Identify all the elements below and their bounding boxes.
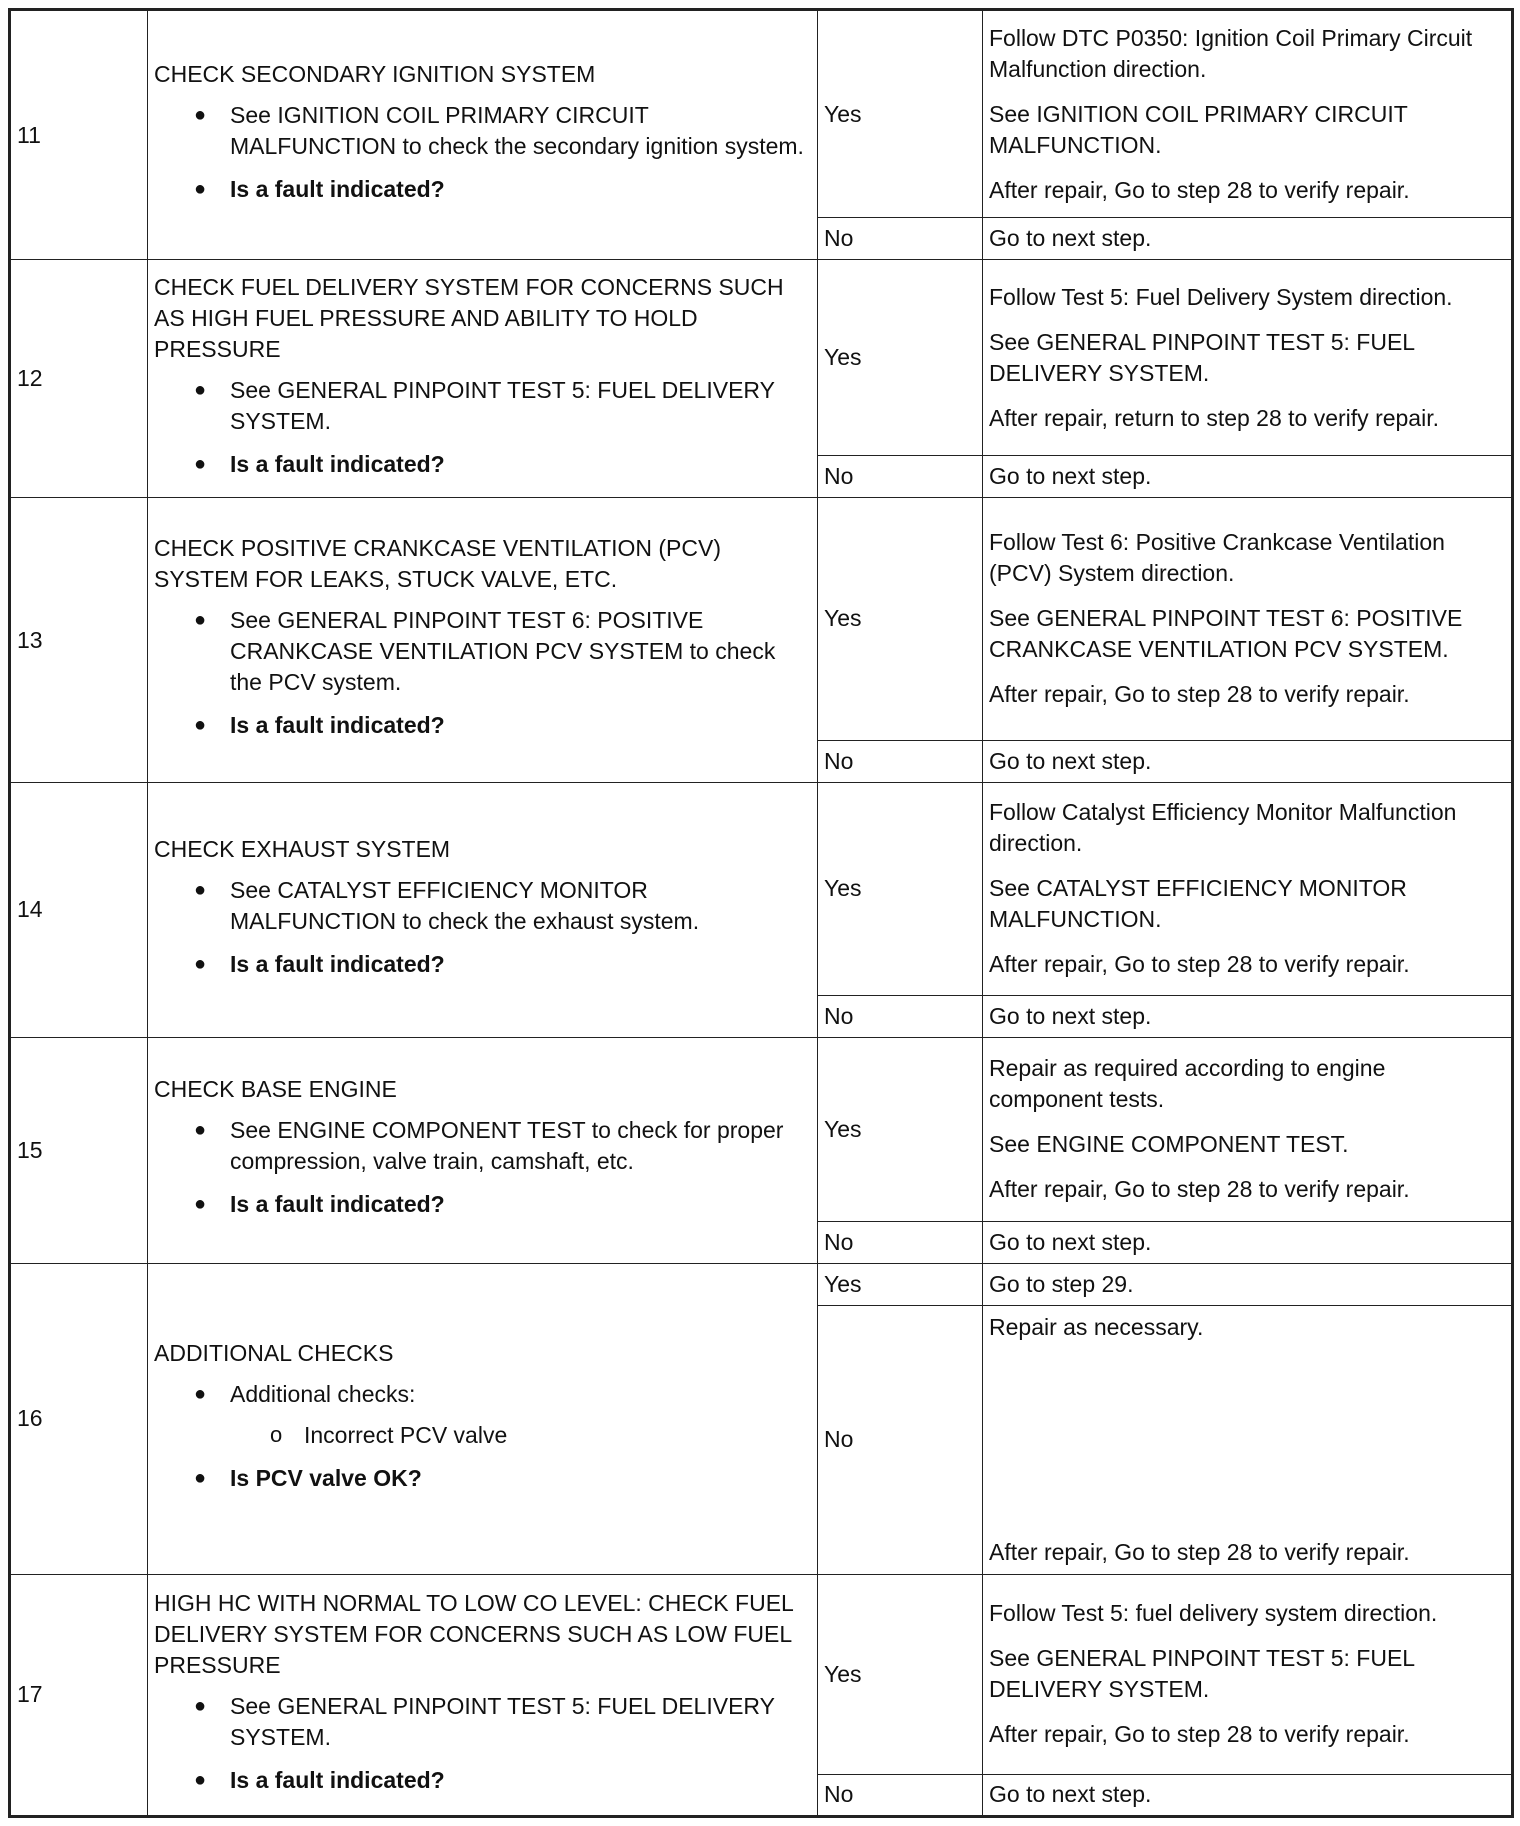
step-action bbox=[148, 10, 818, 260]
step-row bbox=[10, 1264, 1513, 1306]
step-title: CHECK FUEL DELIVERY SYSTEM FOR CONCERNS SUCH AS HIGH FUEL PRESSURE AND ABILITY TO HOLD PRESSURE bbox=[154, 273, 784, 362]
step-question: ● Is PCV valve OK? bbox=[194, 1463, 811, 1494]
no-label: No bbox=[818, 741, 983, 783]
result-line: See GENERAL PINPOINT TEST 5: FUEL DELIVERY SYSTEM. bbox=[989, 1645, 1415, 1703]
bullet-item: ● See GENERAL PINPOINT TEST 5: FUEL DELIVERY SYSTEM. bbox=[194, 1691, 811, 1753]
bullet-list bbox=[154, 875, 811, 980]
sub-bullet-list bbox=[230, 1420, 811, 1451]
no-result: Go to next step. bbox=[983, 741, 1513, 783]
no-result: Go to next step. bbox=[983, 995, 1513, 1037]
no-label: No bbox=[818, 218, 983, 260]
step-number: 12 bbox=[10, 260, 148, 497]
step-question: ● Is a fault indicated? bbox=[194, 1765, 811, 1796]
result-line: After repair, Go to step 28 to verify repair. bbox=[989, 176, 1410, 203]
result-line: See GENERAL PINPOINT TEST 6: POSITIVE CRANKCASE VENTILATION PCV SYSTEM. bbox=[989, 605, 1463, 663]
step-title: CHECK POSITIVE CRANKCASE VENTILATION (PCV) SYSTEM FOR LEAKS, STUCK VALVE, ETC. bbox=[154, 535, 722, 592]
step-question: ● Is a fault indicated? bbox=[194, 1189, 811, 1220]
step-number: 16 bbox=[10, 1264, 148, 1575]
no-result bbox=[983, 1306, 1513, 1574]
yes-result bbox=[983, 260, 1513, 455]
diagnostic-table bbox=[8, 8, 1514, 1818]
no-result: Go to next step. bbox=[983, 218, 1513, 260]
yes-result bbox=[983, 783, 1513, 995]
yes-result bbox=[983, 1574, 1513, 1774]
sub-bullet-item: o Incorrect PCV valve bbox=[270, 1420, 811, 1451]
step-number: 11 bbox=[10, 10, 148, 260]
bullet-item: ● See CATALYST EFFICIENCY MONITOR MALFUNCTION to check the exhaust system. bbox=[194, 875, 811, 937]
step-title: HIGH HC WITH NORMAL TO LOW CO LEVEL: CHECK FUEL DELIVERY SYSTEM FOR CONCERNS SUCH AS LOW FUEL PRESSURE bbox=[154, 1589, 793, 1678]
yes-label: Yes bbox=[818, 783, 983, 995]
yes-result bbox=[983, 10, 1513, 218]
no-label: No bbox=[818, 1221, 983, 1263]
step-question: ● Is a fault indicated? bbox=[194, 174, 811, 205]
result-line: Follow Catalyst Efficiency Monitor Malfunction direction. bbox=[989, 799, 1457, 857]
step-number: 15 bbox=[10, 1037, 148, 1263]
step-number: 13 bbox=[10, 497, 148, 782]
step-title: CHECK SECONDARY IGNITION SYSTEM bbox=[154, 61, 596, 88]
no-result: Go to next step. bbox=[983, 1774, 1513, 1816]
step-row bbox=[10, 1037, 1513, 1221]
step-number: 14 bbox=[10, 783, 148, 1037]
bullet-item: ● See IGNITION COIL PRIMARY CIRCUIT MALFUNCTION to check the secondary ignition system. bbox=[194, 100, 811, 162]
diagnostic-table-container bbox=[8, 8, 1514, 1818]
yes-label: Yes bbox=[818, 497, 983, 740]
step-title: CHECK BASE ENGINE bbox=[154, 1076, 397, 1103]
yes-result bbox=[983, 497, 1513, 740]
no-result: Go to next step. bbox=[983, 1221, 1513, 1263]
yes-label: Yes bbox=[818, 1264, 983, 1306]
result-line: Follow Test 5: fuel delivery system direction. bbox=[989, 1600, 1438, 1627]
result-line: See GENERAL PINPOINT TEST 5: FUEL DELIVERY SYSTEM. bbox=[989, 328, 1415, 386]
result-line: After repair, Go to step 28 to verify repair. bbox=[989, 1538, 1410, 1565]
bullet-list bbox=[154, 100, 811, 205]
result-line: See CATALYST EFFICIENCY MONITOR MALFUNCTION. bbox=[989, 875, 1407, 933]
result-line: Repair as necessary. bbox=[989, 1313, 1204, 1340]
result-line: See IGNITION COIL PRIMARY CIRCUIT MALFUNCTION. bbox=[989, 100, 1408, 158]
yes-result bbox=[983, 1037, 1513, 1221]
no-label: No bbox=[818, 455, 983, 497]
step-question: ● Is a fault indicated? bbox=[194, 449, 811, 480]
result-line: After repair, Go to step 28 to verify repair. bbox=[989, 1721, 1410, 1748]
result-line: Repair as required according to engine component tests. bbox=[989, 1055, 1386, 1113]
bullet-item bbox=[194, 1379, 811, 1451]
step-number: 17 bbox=[10, 1574, 148, 1817]
bullet-item: ● See GENERAL PINPOINT TEST 5: FUEL DELIVERY SYSTEM. bbox=[194, 375, 811, 437]
no-label: No bbox=[818, 995, 983, 1037]
yes-result: Go to step 29. bbox=[983, 1264, 1513, 1306]
step-row bbox=[10, 497, 1513, 740]
step-question: ● Is a fault indicated? bbox=[194, 710, 811, 741]
result-line: After repair, return to step 28 to verify repair. bbox=[989, 404, 1439, 431]
step-title: CHECK EXHAUST SYSTEM bbox=[154, 835, 451, 862]
result-line: After repair, Go to step 28 to verify repair. bbox=[989, 1176, 1410, 1203]
step-action bbox=[148, 783, 818, 1037]
result-line: Follow Test 6: Positive Crankcase Ventilation (PCV) System direction. bbox=[989, 529, 1445, 587]
no-result: Go to next step. bbox=[983, 455, 1513, 497]
step-action bbox=[148, 260, 818, 497]
step-question: ● Is a fault indicated? bbox=[194, 949, 811, 980]
step-action bbox=[148, 1264, 818, 1575]
step-action bbox=[148, 497, 818, 782]
result-line: Follow DTC P0350: Ignition Coil Primary Circuit Malfunction direction. bbox=[989, 24, 1473, 82]
bullet-item: ● See ENGINE COMPONENT TEST to check for proper compression, valve train, camshaft, etc. bbox=[194, 1115, 811, 1177]
yes-label: Yes bbox=[818, 1037, 983, 1221]
step-row bbox=[10, 783, 1513, 995]
bullet-item: ● See GENERAL PINPOINT TEST 6: POSITIVE CRANKCASE VENTILATION PCV SYSTEM to check the PCV system. bbox=[194, 605, 811, 698]
step-action bbox=[148, 1574, 818, 1817]
step-title: ADDITIONAL CHECKS bbox=[154, 1339, 394, 1366]
result-line: Follow Test 5: Fuel Delivery System direction. bbox=[989, 283, 1453, 310]
result-line: After repair, Go to step 28 to verify repair. bbox=[989, 951, 1410, 978]
result-line: After repair, Go to step 28 to verify repair. bbox=[989, 681, 1410, 708]
yes-label: Yes bbox=[818, 10, 983, 218]
bullet-list bbox=[154, 375, 811, 480]
bullet-list bbox=[154, 605, 811, 741]
step-row bbox=[10, 260, 1513, 455]
step-row bbox=[10, 1574, 1513, 1774]
no-label: No bbox=[818, 1774, 983, 1816]
result-line: See ENGINE COMPONENT TEST. bbox=[989, 1131, 1349, 1158]
yes-label: Yes bbox=[818, 260, 983, 455]
bullet-list bbox=[154, 1379, 811, 1494]
yes-label: Yes bbox=[818, 1574, 983, 1774]
bullet-text: Additional checks: bbox=[230, 1380, 416, 1407]
step-action bbox=[148, 1037, 818, 1263]
bullet-list bbox=[154, 1691, 811, 1796]
no-label: No bbox=[818, 1306, 983, 1574]
step-row bbox=[10, 10, 1513, 218]
bullet-list bbox=[154, 1115, 811, 1220]
